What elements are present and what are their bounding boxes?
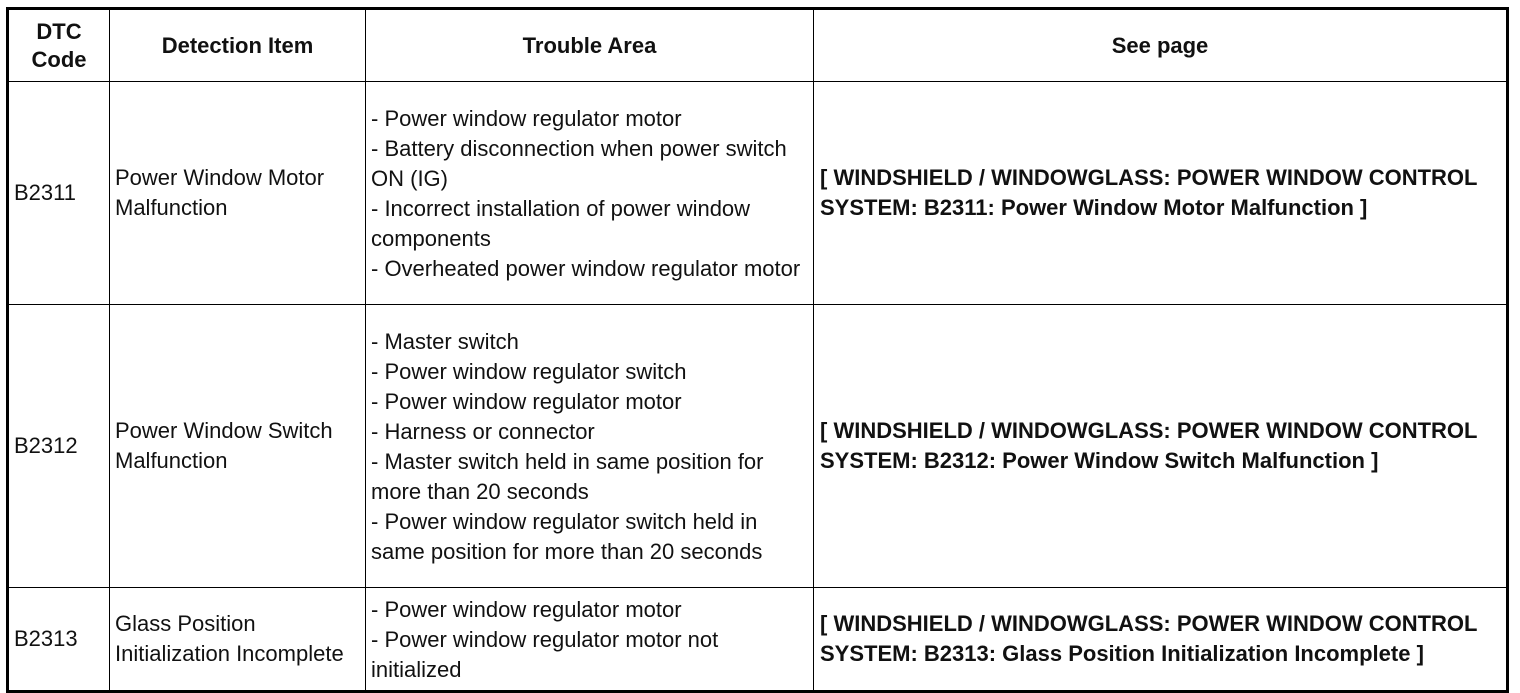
detection-item-cell: Power Window Switch Malfunction (110, 305, 366, 588)
header-detection-item: Detection Item (110, 9, 366, 82)
header-dtc-code: DTC Code (8, 9, 110, 82)
trouble-area-line: - Master switch (371, 329, 519, 354)
table-row (8, 305, 1508, 588)
trouble-area-line: - Power window regulator motor not initialized (371, 627, 719, 682)
trouble-area-line: - Incorrect installation of power window components (371, 196, 751, 251)
header-see-page: See page (814, 9, 1508, 82)
header-trouble-area: Trouble Area (366, 9, 814, 82)
dtc-code-cell: B2312 (8, 305, 110, 588)
table-row (8, 588, 1508, 692)
trouble-area-line: - Power window regulator motor (371, 106, 682, 131)
see-page-link[interactable]: [ WINDSHIELD / WINDOWGLASS: POWER WINDOW CONTROL SYSTEM: B2312: Power Window Switch Malfunction ] (814, 305, 1508, 588)
see-page-link[interactable]: [ WINDSHIELD / WINDOWGLASS: POWER WINDOW CONTROL SYSTEM: B2311: Power Window Motor Malfunction ] (814, 82, 1508, 305)
trouble-area-line: - Power window regulator switch (371, 359, 687, 384)
trouble-area-line: - Overheated power window regulator motor (371, 256, 801, 281)
dtc-code-cell: B2311 (8, 82, 110, 305)
trouble-area-cell (366, 305, 814, 588)
dtc-code-cell: B2313 (8, 588, 110, 692)
trouble-area-cell (366, 82, 814, 305)
trouble-area-line: - Power window regulator switch held in same position for more than 20 seconds (371, 509, 763, 564)
detection-item-cell: Glass Position Initialization Incomplete (110, 588, 366, 692)
table-row (8, 82, 1508, 305)
detection-item-cell: Power Window Motor Malfunction (110, 82, 366, 305)
trouble-area-line: - Battery disconnection when power switch ON (IG) (371, 136, 787, 191)
see-page-link[interactable]: [ WINDSHIELD / WINDOWGLASS: POWER WINDOW CONTROL SYSTEM: B2313: Glass Position Initialization Incomplete ] (814, 588, 1508, 692)
trouble-area-line: - Power window regulator motor (371, 389, 682, 414)
trouble-area-line: - Power window regulator motor (371, 597, 682, 622)
dtc-table (6, 7, 1509, 693)
trouble-area-cell (366, 588, 814, 692)
header-row (8, 9, 1508, 82)
trouble-area-line: - Master switch held in same position for more than 20 seconds (371, 449, 764, 504)
trouble-area-line: - Harness or connector (371, 419, 595, 444)
